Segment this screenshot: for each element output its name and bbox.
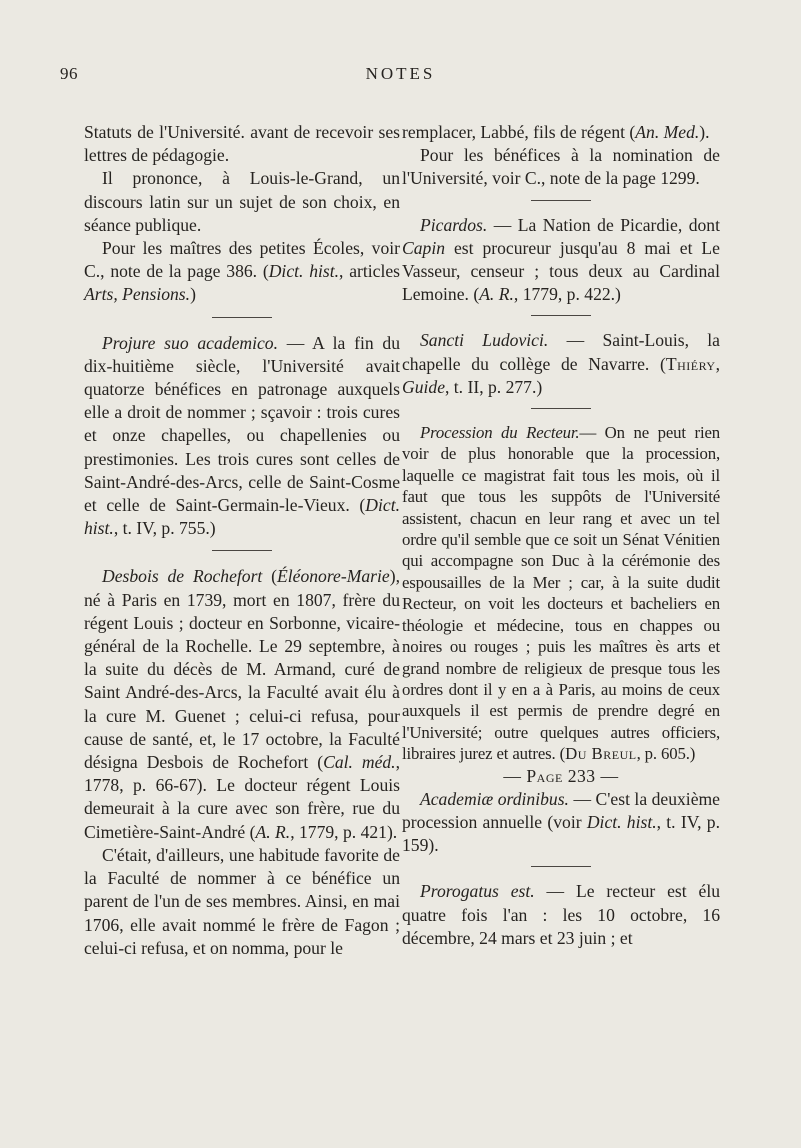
paragraph: Il prononce, à Louis-le-Grand, un discours latin sur un sujet de son choix, en séance publique.: [84, 168, 400, 235]
paragraph: Statuts de l'Université. avant de recevoir ses lettres de pédagogie.: [84, 122, 400, 166]
note-entry: Procession du Recteur.— On ne peut rien voir de plus honorable que la procession, laquelle ce magistrat fait tous les mois, où il faut que tous les suppôts de l'Université assistent, chacun en leur rang et avec un tel ordre qu'il semble que ce soit un Sénat Vénitien qui accompagne son Duc à la cérémonie des espousailles de la Mer ; car, à la suite dudit Recteur, on voit les docteurs et bacheliers en théologie et médecine, tous en chappes ou noires ou rouges ; puis les maîtres ès arts et grand nombre de religieux de presque tous les ordres dont il y en a à Paris, au moins de ceux auxquels il est permis de prendre degré en l'Université; outre quelques autres officiers, libraires jurez et autres. (Du Breul, p. 605.): [402, 423, 721, 764]
page-number: 96: [60, 64, 78, 83]
page-header: [0, 64, 801, 94]
note-lemma: Projure suo academico.: [102, 332, 278, 353]
section-divider: [531, 408, 591, 409]
paragraph: Pour les bénéfices à la nomination de l'Université, voir C., note de la page 1299.: [402, 145, 720, 189]
note-lemma: Desbois de Rochefort: [102, 566, 263, 587]
paragraph: remplacer, Labbé, fils de régent (An. Med.).: [402, 122, 710, 142]
running-head: NOTES: [365, 64, 436, 83]
note-entry: Prorogatus est. — Le recteur est élu quatre fois l'an : les 10 octobre, 16 décembre, 24 mars et 23 juin ; et: [402, 881, 720, 948]
right-column: [402, 121, 720, 950]
section-divider: [212, 317, 272, 318]
note-lemma: Picardos.: [420, 214, 488, 235]
note-entry: Academiæ ordinibus. — C'est la deuxième procession annuelle (voir Dict. hist., t. IV, p. 159).: [402, 788, 720, 856]
paragraph: Pour les maîtres des petites Écoles, voir C., note de la page 386. (Dict. hist., articles Arts, Pensions.): [84, 238, 400, 305]
paragraph: C'était, d'ailleurs, une habitude favorite de la Faculté de nommer à ce bénéfice un parent de l'un de ses membres. Ainsi, en mai 1706, elle avait nommé le frère de Fagon ; celui-ci refusa, et on nomma, pour le: [84, 844, 400, 958]
section-divider: [531, 315, 591, 316]
page-reference: — Page 233 —: [503, 765, 619, 786]
left-column: [84, 121, 400, 960]
section-divider: [531, 866, 591, 867]
note-entry: Projure suo academico. — A la fin du dix-huitième siècle, l'Université avait quatorze bénéfices en patronage auxquels elle a droit de nommer ; sçavoir : trois cures et onze chapelles, ou chapellenies ou prestimonies. Les trois cures sont celles de Saint-André-des-Arcs, celle de Saint-Cosme et celle de Saint-Germain-le-Vieux. (Dict. hist., t. IV, p. 755.): [84, 332, 400, 539]
note-entry: Picardos. — La Nation de Picardie, dont Capin est procureur jusqu'au 8 mai et Le Vasseur, censeur ; tous deux au Cardinal Lemoine. (A. R., 1779, p. 422.): [402, 214, 720, 305]
note-entry: Sancti Ludovici. — Saint-Louis, la chapelle du collège de Navarre. (Thiéry, Guide, t. II, p. 277.): [402, 330, 720, 397]
note-lemma: Academiæ ordinibus.: [420, 788, 569, 809]
note-lemma: Procession du Recteur.: [420, 423, 580, 443]
note-lemma: Sancti Ludovici.: [420, 330, 549, 351]
note-entry: Desbois de Rochefort (Éléonore-Marie), né à Paris en 1739, mort en 1807, frère du régent Louis ; docteur en Sorbonne, vicaire-général de la Rochelle. Le 29 septembre, à la suite du décès de M. Armand, curé de Saint André-des-Arcs, la Faculté avait élu à la cure M. Guenet ; celui-ci refusa, pour cause de santé, et, le 17 octobre, la Faculté désigna Desbois de Rochefort (Cal. méd., 1778, p. 66-67). Le docteur régent Louis demeurait à la cure avec son frère, rue du Cimetière-Saint-André (A. R., 1779, p. 421).: [84, 566, 400, 842]
section-divider: [531, 200, 591, 201]
note-lemma: Prorogatus est.: [420, 881, 535, 902]
section-divider: [212, 550, 272, 551]
